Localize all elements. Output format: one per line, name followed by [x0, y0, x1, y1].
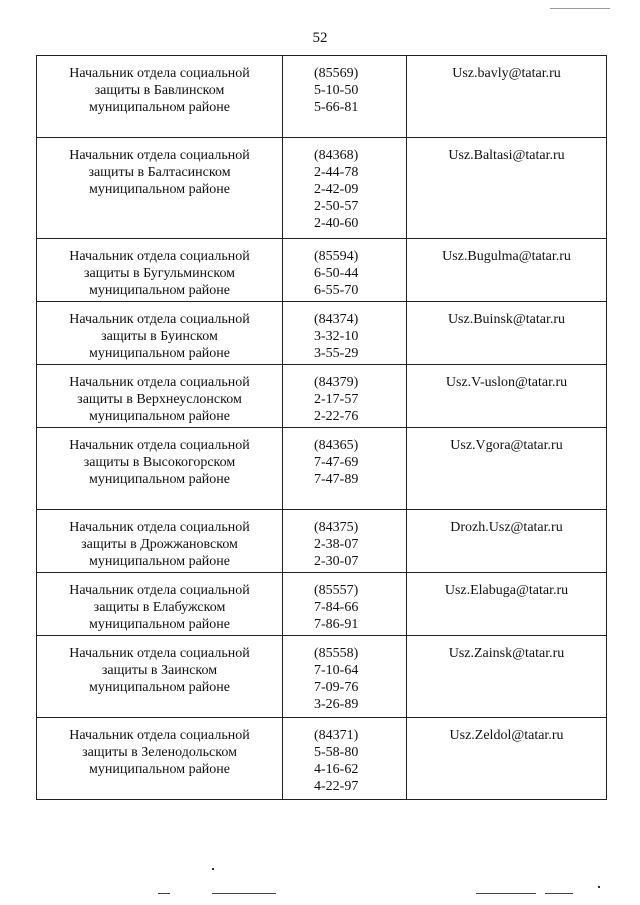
office-title-line: муниципальном районе [88, 762, 231, 777]
office-title-line: защиты в Буинском [101, 329, 218, 344]
office-title-line: Начальник отдела социальной [69, 148, 250, 163]
office-title-line: муниципальном районе [88, 680, 231, 695]
phone-number: 7-09-76 [314, 680, 359, 695]
phone-area-code: (85557) [314, 583, 359, 598]
scan-dot [212, 868, 214, 870]
phone-number: 7-10-64 [314, 663, 359, 678]
email-cell [407, 573, 606, 635]
phone-number: 6-55-70 [314, 283, 359, 298]
email-cell [407, 365, 606, 427]
contacts-table [36, 55, 607, 800]
office-title-line: Начальник отдела социальной [69, 583, 250, 598]
email-address: Usz.Baltasi@tatar.ru [448, 148, 565, 163]
phone-area-code: (84371) [314, 728, 359, 743]
email-cell [407, 428, 606, 509]
email-cell [407, 718, 606, 799]
office-title-line: муниципальном районе [88, 472, 231, 487]
table-row [37, 636, 606, 718]
table-row [37, 138, 606, 239]
email-cell [407, 138, 606, 238]
email-cell [407, 510, 606, 572]
office-title-line: муниципальном районе [88, 100, 231, 115]
phone-number: 3-32-10 [314, 329, 359, 344]
office-title-line: Начальник отдела социальной [69, 646, 250, 661]
email-address: Usz.Vgora@tatar.ru [450, 438, 563, 453]
phone-number: 2-44-78 [314, 165, 359, 180]
office-title-line: защиты в Бавлинском [94, 83, 225, 98]
phone-number: 2-50-57 [314, 199, 359, 214]
phone-number: 7-84-66 [314, 600, 359, 615]
phone-cell [283, 636, 407, 717]
phone-area-code: (84368) [314, 148, 359, 163]
office-title-line: муниципальном районе [88, 283, 231, 298]
phone-cell [283, 56, 407, 137]
office-title-line: муниципальном районе [88, 346, 231, 361]
phone-number: 5-58-80 [314, 745, 359, 760]
email-address: Usz.Buinsk@tatar.ru [447, 312, 566, 327]
phone-cell [283, 718, 407, 799]
office-title-cell [37, 718, 283, 799]
phone-number: 2-38-07 [314, 537, 359, 552]
office-title-line: муниципальном районе [88, 409, 231, 424]
phone-number: 2-42-09 [314, 182, 359, 197]
phone-area-code: (85594) [314, 249, 359, 264]
phone-number: 3-55-29 [314, 346, 359, 361]
phone-number: 7-86-91 [314, 617, 359, 632]
office-title-cell [37, 510, 283, 572]
office-title-line: муниципальном районе [88, 182, 231, 197]
office-title-line: Начальник отдела социальной [69, 728, 250, 743]
office-title-line: муниципальном районе [88, 554, 231, 569]
office-title-line: защиты в Дрожжановском [81, 537, 238, 552]
email-cell [407, 636, 606, 717]
phone-area-code: (84374) [314, 312, 359, 327]
phone-cell [283, 510, 407, 572]
office-title-line: Начальник отдела социальной [69, 520, 250, 535]
office-title-cell [37, 573, 283, 635]
office-title-line: защиты в Высокогорском [83, 455, 236, 470]
office-title-cell [37, 56, 283, 137]
office-title-cell [37, 428, 283, 509]
office-title-line: защиты в Верхнеуслонском [77, 392, 242, 407]
office-title-cell [37, 239, 283, 301]
table-row [37, 365, 606, 428]
phone-number: 2-30-07 [314, 554, 359, 569]
phone-area-code: (85569) [314, 66, 359, 81]
phone-number: 4-16-62 [314, 762, 359, 777]
office-title-cell [37, 636, 283, 717]
email-cell [407, 56, 606, 137]
phone-number: 7-47-89 [314, 472, 359, 487]
phone-cell [283, 365, 407, 427]
scan-artifact-top [550, 8, 610, 9]
office-title-line: Начальник отдела социальной [69, 438, 250, 453]
page-number: 52 [312, 30, 328, 46]
phone-cell [283, 138, 407, 238]
scan-artifact-bottom [0, 893, 640, 901]
email-address: Usz.Zainsk@tatar.ru [448, 646, 565, 661]
phone-number: 7-47-69 [314, 455, 359, 470]
office-title-line: Начальник отдела социальной [69, 375, 250, 390]
email-address: Drozh.Usz@tatar.ru [450, 520, 563, 535]
office-title-cell [37, 302, 283, 364]
office-title-line: защиты в Зеленодольском [82, 745, 237, 760]
office-title-line: Начальник отдела социальной [69, 66, 250, 81]
office-title-cell [37, 138, 283, 238]
phone-area-code: (84375) [314, 520, 359, 535]
phone-cell [283, 302, 407, 364]
email-cell [407, 239, 606, 301]
office-title-line: Начальник отдела социальной [69, 312, 250, 327]
phone-number: 2-17-57 [314, 392, 359, 407]
table-row [37, 56, 606, 138]
phone-cell [283, 428, 407, 509]
table-row [37, 510, 606, 573]
office-title-line: Начальник отдела социальной [69, 249, 250, 264]
email-address: Usz.V-uslon@tatar.ru [445, 375, 568, 390]
email-address: Usz.Zeldol@tatar.ru [449, 728, 564, 743]
email-address: Usz.bavly@tatar.ru [452, 66, 561, 81]
phone-area-code: (84365) [314, 438, 359, 453]
office-title-line: защиты в Балтасинском [88, 165, 231, 180]
phone-area-code: (85558) [314, 646, 359, 661]
phone-number: 2-22-76 [314, 409, 359, 424]
email-cell [407, 302, 606, 364]
office-title-cell [37, 365, 283, 427]
phone-number: 2-40-60 [314, 216, 359, 231]
office-title-line: муниципальном районе [88, 617, 231, 632]
phone-cell [283, 239, 407, 301]
table-row [37, 718, 606, 800]
office-title-line: защиты в Заинском [101, 663, 218, 678]
office-title-line: защиты в Бугульминском [83, 266, 236, 281]
table-row [37, 302, 606, 365]
office-title-line: защиты в Елабужском [93, 600, 226, 615]
phone-number: 4-22-97 [314, 779, 359, 794]
phone-cell [283, 573, 407, 635]
phone-number: 3-26-89 [314, 697, 359, 712]
table-row [37, 428, 606, 510]
email-address: Usz.Elabuga@tatar.ru [444, 583, 569, 598]
phone-number: 6-50-44 [314, 266, 359, 281]
phone-number: 5-10-50 [314, 83, 359, 98]
table-row [37, 573, 606, 636]
table-row [37, 239, 606, 302]
phone-area-code: (84379) [314, 375, 359, 390]
scan-dot [598, 886, 600, 888]
phone-number: 5-66-81 [314, 100, 359, 115]
email-address: Usz.Bugulma@tatar.ru [442, 249, 571, 264]
